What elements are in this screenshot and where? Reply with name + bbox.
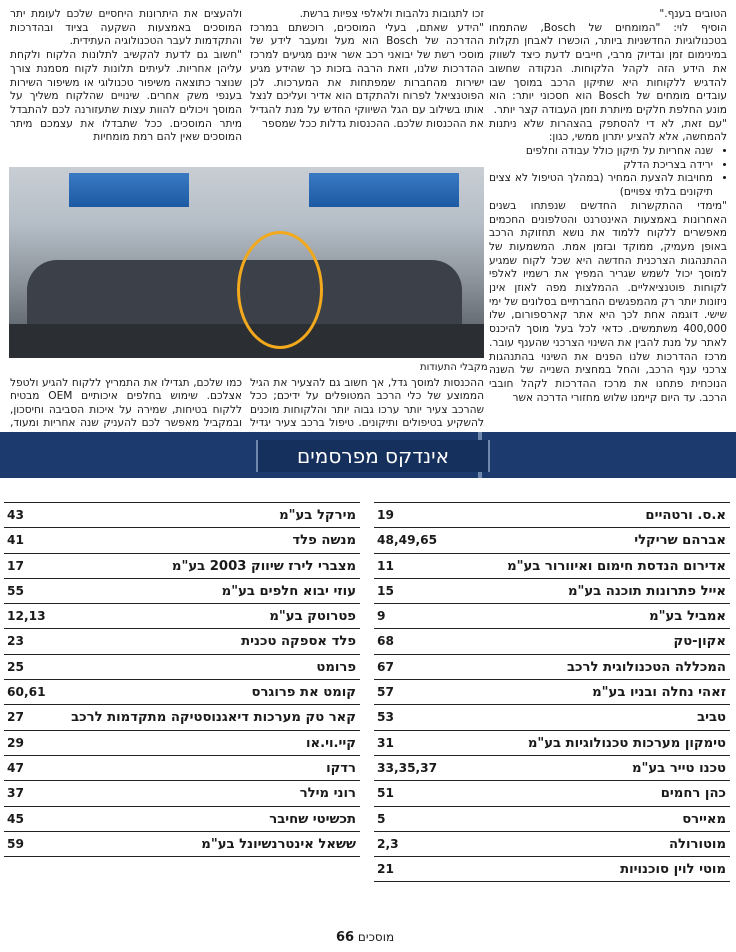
list-item bbox=[374, 502, 730, 528]
list-item bbox=[4, 807, 360, 832]
list-item bbox=[4, 554, 360, 579]
page-ref: 47 bbox=[7, 760, 24, 775]
page-ref: 60,61 bbox=[7, 685, 46, 700]
page-ref: 55 bbox=[7, 583, 24, 598]
advertiser-name: קומט את פרוגרס bbox=[251, 685, 356, 701]
page-ref: 33,35,37 bbox=[377, 760, 438, 775]
paragraph: "מימדי ההתקשרות החדשים שנפתחו בשנים האחרונות באמצעות האינטרנט והטלפונים החכמים מאפשרים ללקוח ללמוד את נושא תחזוקת הרכב באופן מעמיק, ממוקד ובזמן אמת. המשמעות של ההתנהגות הצרכנית החדשה היא שכל לקוח שמגיע למוסך יכול לשמש שגריר המפיץ את רשמיו לאלפי לקוחות פוטנציאליים. ההמלצות מפה לאוזן אינן ניזונות יותר רק מהמפגשים החברתיים בסלונים של ימי שישי. דוגמה אחת לכך היא אתר קארספורום, שלו 400,000 משתמשים. כדאי לכל בעל מוסך להיכנס לאתר על מנת להבין את השינוי הצרכני שהענף עובר. מרכז ההדרכות שלנו הפנים את השינוי בהתנהגות צרכני ענף הרכב, והחל במחצית השנייה של השנה הנוכחית פתחנו את מרכז ההדרכות לקהל חובבי הרכב. עד היום קיימנו שלוש מחזורי הדרכה אשר bbox=[489, 199, 727, 404]
list-item: • שנה אחריות על תיקון כולל עבודה וחלפים bbox=[489, 145, 713, 159]
advertiser-name: מאיירס bbox=[682, 811, 726, 827]
list-item bbox=[4, 832, 360, 857]
advertiser-name: טביב bbox=[697, 710, 726, 726]
advertiser-name: אמביל בע"מ bbox=[649, 609, 726, 625]
list-item bbox=[374, 857, 730, 882]
advertiser-name: מוטורולה bbox=[668, 836, 726, 852]
page-ref: 59 bbox=[7, 836, 24, 851]
advertiser-name: המכללה הטכנולוגית לרכב bbox=[567, 659, 726, 675]
list-item bbox=[4, 629, 360, 654]
advertiser-name: מנשה פלד bbox=[292, 533, 356, 549]
page-ref: 15 bbox=[377, 583, 394, 598]
highlight-circle bbox=[237, 231, 323, 349]
advertiser-name: זאהי נחלה ובניו בע"מ bbox=[592, 685, 726, 701]
paragraph: ההכנסות למוסך גדל, אך חשוב גם להצעיר את הגיל הממוצע של כלי הרכב המטופלים על ידיכם; ככל שהרכב צעיר יותר ערכו גבוה יותר והלקוחות מוכנים להשקיע בטיפולים ותיקונים. טיפול ברכב צעיר יגדיל bbox=[250, 377, 484, 430]
backdrop-banner bbox=[69, 173, 189, 207]
list-item bbox=[4, 705, 360, 730]
page-ref: 43 bbox=[7, 508, 24, 522]
page-ref: 21 bbox=[377, 862, 394, 877]
page-ref: 51 bbox=[377, 786, 394, 801]
page-ref: 31 bbox=[377, 735, 394, 750]
advertiser-name: עוזי יבוא חלפים בע"מ bbox=[221, 583, 356, 599]
list-item bbox=[4, 781, 360, 806]
paragraph: "הידע שאתם, בעלי המוסכים, רוכשתם במרכז ההדרכה של Bosch הוא מעל ומעבר לידע של מוסכי רשת של יבואני רכב אשר אינם מגיעים למרכז ההדרכות שלנו, וזאת הרבה בזכות כך שהידע מגיע ישירות מהחברות שמפתחות את המערכות. לכן הפוטנציאל לפרוח ולהתקדם הוא אדיר ועליכם לנצל אותו בשילוב עם הגל השיווקי החדש על מנת להגדיל את ההכנסות שלכם. ההכנסות גדלות ככל שמספר bbox=[250, 21, 484, 130]
advertiser-name: רדקו bbox=[326, 760, 356, 776]
list-item bbox=[4, 502, 360, 528]
page-ref: 25 bbox=[7, 659, 24, 674]
page-ref: 19 bbox=[377, 508, 394, 522]
advertiser-name: קיי.וי.או bbox=[305, 735, 356, 751]
page-ref: 5 bbox=[377, 811, 386, 826]
advertiser-name: פרומט bbox=[316, 659, 356, 675]
advertiser-name: ששאל אינטרנשיונל בע"מ bbox=[201, 836, 356, 852]
page-ref: 48,49,65 bbox=[377, 533, 438, 548]
article-column-left bbox=[10, 8, 242, 145]
page-ref: 12,13 bbox=[7, 609, 46, 624]
paragraph: "חשוב גם לדעת להקשיב לתלונות הלקוח ולקחת עליהן אחריות. לעיתים תלונות לקוח מסמנת צורך שנוצר כתוצאה משיפור טכנולוגי או משיפור השירות בענפי משק אחרים. שינויים שהלקוח משליך על המוסך ויכולים להוות עצות שתעזורנה לכם להתבדל מיתר המוסכים. ככל שתבדלו את עצמכם מיתר המוסכים שאין להם רמת מומחיות bbox=[10, 49, 242, 144]
group-photo bbox=[9, 167, 484, 358]
advertiser-list-left bbox=[4, 502, 360, 857]
page-number: 66 bbox=[336, 930, 355, 945]
article-column-right bbox=[489, 8, 727, 405]
list-item bbox=[374, 554, 730, 579]
paragraph: הטובים בענף." bbox=[659, 8, 727, 20]
advertiser-name: אברהם שריקלי bbox=[634, 533, 726, 549]
advertiser-name: אדירום הנדסת חימום ואיוורור בע"מ bbox=[507, 558, 726, 574]
list-item: • מחויבות להצעת המחיר (במהלך הטיפול לא צצים תיקונים בלתי צפויים) bbox=[489, 172, 713, 199]
photo-caption: מקבלי התעודות bbox=[420, 362, 488, 373]
page-ref: 45 bbox=[7, 811, 24, 826]
list-item bbox=[4, 756, 360, 781]
list-item bbox=[374, 781, 730, 806]
workshop-floor bbox=[9, 324, 484, 358]
page-footer bbox=[336, 930, 394, 945]
list-item bbox=[374, 807, 730, 832]
page-ref: 27 bbox=[7, 710, 24, 725]
page-ref: 2,3 bbox=[377, 836, 399, 851]
page-ref: 29 bbox=[7, 735, 24, 750]
advertiser-name: תכשיטי שחיבר bbox=[269, 811, 356, 827]
page-ref: 11 bbox=[377, 558, 394, 573]
list-item bbox=[4, 731, 360, 756]
page-ref: 68 bbox=[377, 634, 394, 649]
list-item: • ירידה בצריכת הדלק bbox=[489, 159, 713, 173]
paragraph: "עם זאת, לא די להסתפק בהצהרות שלא ניתנות להמחשה, אלא להציע יתרון ממשי, כגון: bbox=[489, 117, 727, 144]
list-item bbox=[374, 731, 730, 756]
article-column-middle bbox=[250, 8, 484, 131]
page-ref: 17 bbox=[7, 558, 24, 573]
advertiser-name: אייל פתרונות תוכנה בע"מ bbox=[567, 583, 726, 599]
advertiser-name: מירקל בע"מ bbox=[279, 508, 356, 523]
advertiser-name: מצברי לירז שיווק 2003 בע"מ bbox=[171, 558, 356, 574]
paragraph: כמו שלכם, תגדילו את התמריץ ללקוח להגיע ולטפל אצלכם. שימוש בחלפים איכותיים OEM מבטיח ללקוח בטיחות, שמירה על איכות הסביבה וחיסכון, ובמקביל מאפשר לכם להעניק שנה אחריות ומעוד, bbox=[10, 377, 242, 430]
section-name: מוסכים bbox=[357, 930, 395, 944]
list-item bbox=[4, 655, 360, 680]
list-item bbox=[4, 680, 360, 705]
advertiser-list-right bbox=[374, 502, 730, 882]
list-item bbox=[374, 579, 730, 604]
advertiser-name: מוטי לוין סוכנויות bbox=[620, 862, 726, 878]
page-ref: 67 bbox=[377, 659, 394, 674]
page-ref: 23 bbox=[7, 634, 24, 649]
advertiser-name: כהן רחמים bbox=[660, 786, 726, 802]
advertiser-name: טימקון מערכות טכנולוגיות בע"מ bbox=[527, 735, 726, 751]
list-item bbox=[4, 579, 360, 604]
list-item bbox=[374, 604, 730, 629]
benefits-list bbox=[489, 145, 727, 200]
page-ref: 9 bbox=[377, 609, 386, 624]
backdrop-banner bbox=[309, 173, 459, 207]
list-item bbox=[374, 655, 730, 680]
page-ref: 57 bbox=[377, 685, 394, 700]
list-item bbox=[374, 680, 730, 705]
advertiser-name: א.ס. ורטהיים bbox=[645, 508, 726, 523]
advertiser-name: טכנו טייר בע"מ bbox=[631, 760, 726, 776]
advertiser-name: רוני מילר bbox=[299, 786, 356, 802]
index-title: אינדקס מפרסמים bbox=[256, 440, 490, 472]
page-ref: 41 bbox=[7, 533, 24, 548]
paragraph: זכו לתגובות נלהבות ולאלפי צפיות ברשת. bbox=[299, 8, 484, 20]
list-item bbox=[374, 705, 730, 730]
list-item bbox=[374, 756, 730, 781]
list-item bbox=[374, 528, 730, 553]
list-item bbox=[4, 528, 360, 553]
advertiser-name: פלד אספקה טכנית bbox=[241, 634, 356, 650]
advertiser-name: פטרוטק בע"מ bbox=[269, 609, 356, 625]
advertiser-name: קאר טק מערכות דיאגנוסטיקה מתקדמות לרכב bbox=[71, 710, 356, 726]
page-ref: 37 bbox=[7, 786, 24, 801]
page-ref: 53 bbox=[377, 710, 394, 725]
advertiser-name: אקון-טק bbox=[673, 634, 726, 650]
paragraph: ולהעצים את היתרונות היחסיים שלכם לעומת יתר המוסכים באמצעות השקעה בציוד ובהדרכות והתקדמות לעבר הטכנולוגיה העתידית. bbox=[10, 8, 242, 48]
paragraph: הוסיף לוי: "המומחים של Bosch, שהתמחו בטכנולוגיות החדשניות ביותר, הוכשרו לאבחן תקלות במינימום זמן ובדיוק מרבי, חייבים לדעת כיצד לשווק את הידע הזה לקהל הלקוחות. הנקודה שחשוב להדגיש ללקוחות היא שתיקון הרכב במוסך שבו עובדים מומחים של Bosch הוא חסכוני יותר: הוא מונע החלפת חלקים מיותרת וזמן העבודה קצר יותר. bbox=[489, 21, 727, 116]
list-item bbox=[374, 629, 730, 654]
list-item bbox=[4, 604, 360, 629]
list-item bbox=[374, 832, 730, 857]
